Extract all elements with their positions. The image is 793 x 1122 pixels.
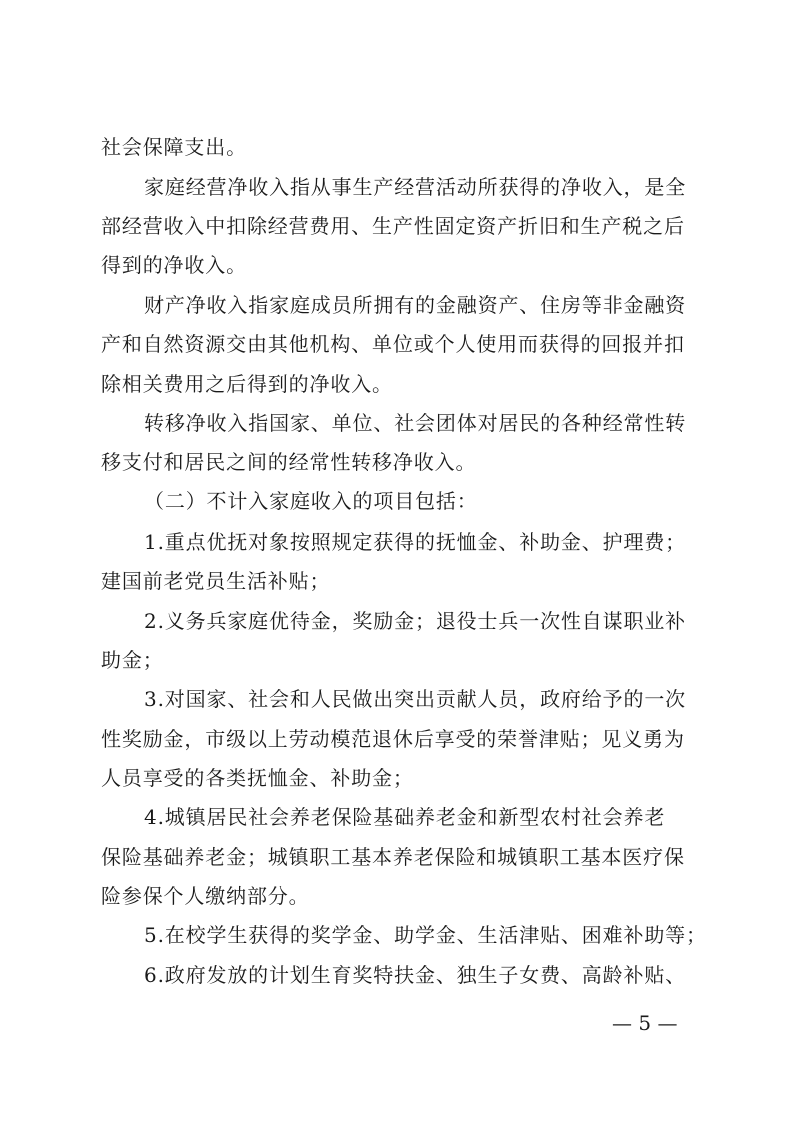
text-line: 4.城镇居民社会养老保险基础养老金和新型农村社会养老: [144, 805, 666, 829]
text-line: 建国前老党员生活补贴；: [101, 569, 331, 593]
text-line: 除相关费用之后得到的净收入。: [101, 372, 393, 396]
text-line: 人员享受的各类抚恤金、补助金；: [101, 766, 414, 790]
text-line: 2.义务兵家庭优待金，奖励金；退役士兵一次性自谋职业补: [144, 609, 687, 633]
page-number: — 5 —: [612, 1011, 678, 1035]
text-line: 转移净收入指国家、单位、社会团体对居民的各种经常性转: [144, 411, 687, 435]
text-line: 得到的净收入。: [101, 253, 247, 277]
text-line: 保险基础养老金；城镇职工基本养老保险和城镇职工基本医疗保: [101, 845, 685, 869]
text-line: 财产净收入指家庭成员所拥有的金融资产、住房等非金融资: [144, 293, 687, 317]
text-line: 5.在校学生获得的奖学金、助学金、生活津贴、困难补助等；: [144, 923, 707, 947]
text-line: 助金；: [101, 648, 164, 672]
text-line: 部经营收入中扣除经营费用、生产性固定资产折旧和生产税之后: [101, 214, 685, 238]
text-line: 6.政府发放的计划生育奖特扶金、独生子女费、高龄补贴、: [144, 963, 687, 987]
text-line: 1.重点优抚对象按照规定获得的抚恤金、补助金、护理费；: [144, 530, 687, 554]
text-line: （二）不计入家庭收入的项目包括：: [144, 489, 478, 513]
text-line: 社会保障支出。: [101, 135, 247, 159]
text-line: 移支付和居民之间的经常性转移净收入。: [101, 450, 477, 474]
text-line: 家庭经营净收入指从事生产经营活动所获得的净收入，是全: [144, 175, 687, 199]
text-line: 险参保个人缴纳部分。: [101, 884, 310, 908]
text-line: 产和自然资源交由其他机构、单位或个人使用而获得的回报并扣: [101, 332, 685, 356]
text-line: 性奖励金，市级以上劳动模范退休后享受的荣誉津贴；见义勇为: [101, 727, 685, 751]
text-line: 3.对国家、社会和人民做出突出贡献人员，政府给予的一次: [144, 687, 687, 711]
